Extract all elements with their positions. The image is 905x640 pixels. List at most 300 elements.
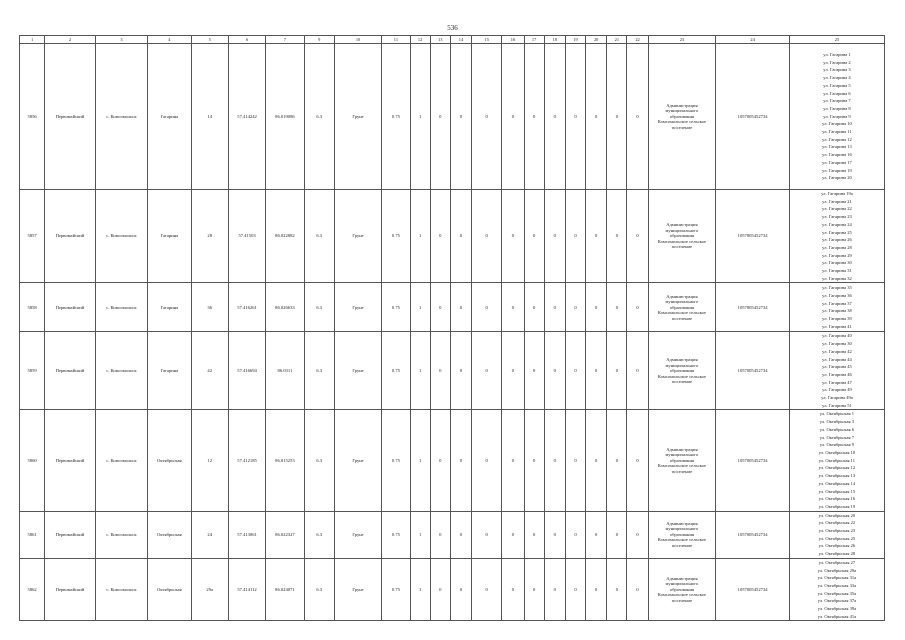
cell-z18: 0	[544, 558, 565, 621]
cell-organization	[648, 410, 716, 511]
cell-street: Гагарина	[148, 283, 191, 332]
cell-z16: 0	[502, 558, 524, 621]
cell-district: Первомайский	[45, 332, 95, 410]
cell-street: Октябрьская	[148, 511, 191, 558]
cell-street: Октябрьская	[148, 558, 191, 621]
cell-z13: 0	[430, 558, 450, 621]
cell-lon: 86.0311	[266, 332, 304, 410]
address-line: ул. Октябрьская 33а	[817, 582, 857, 588]
cell-ogrn: 1057005452734	[716, 511, 790, 558]
cell-z22: 0	[627, 332, 648, 410]
column-header: 11	[382, 36, 410, 44]
address-line: ул. Октябрьская 7	[819, 434, 854, 440]
cell-lon: 86.015253	[266, 410, 304, 511]
cell-surface: Грунт	[334, 190, 381, 283]
organization-line: муниципального	[665, 108, 699, 114]
cell-house: 14	[191, 44, 228, 190]
column-header: 24	[716, 36, 790, 44]
cell-z14: 0	[450, 558, 471, 621]
address-line: ул. Гагарина 2	[823, 59, 851, 65]
organization-line: муниципального	[665, 526, 699, 532]
organization-line: поселение	[671, 597, 693, 603]
organization-line: муниципального	[665, 581, 699, 587]
address-line: ул. Гагарина 20	[822, 175, 852, 181]
cell-area: 6.3	[304, 410, 334, 511]
cell-z18: 0	[544, 283, 565, 332]
address-line: ул. Гагарина 12	[822, 136, 852, 142]
cell-ogrn: 1057005452734	[716, 558, 790, 621]
address-line: ул. Октябрьская 26	[818, 543, 856, 549]
address-line: ул. Гагарина 11	[822, 129, 852, 135]
cell-lat: 57.416694	[228, 332, 265, 410]
cell-z21: 0	[607, 410, 627, 511]
cell-z17: 0	[524, 332, 544, 410]
cell-house: 28	[191, 190, 228, 283]
cell-served-addresses	[789, 332, 884, 410]
cell-house: 36	[191, 283, 228, 332]
column-header: 18	[544, 36, 565, 44]
cell-z22: 0	[627, 44, 648, 190]
address-line: ул. Гагарина 39	[822, 316, 852, 322]
table-row	[20, 283, 885, 332]
address-line: ул. Гагарина 49а	[821, 395, 853, 401]
address-line: ул. Октябрьская 25	[818, 535, 856, 541]
organization-line: образования	[669, 531, 695, 537]
cell-z15: 0	[472, 511, 502, 558]
cell-organization	[648, 283, 716, 332]
address-line: ул. Гагарина 23	[822, 214, 852, 220]
cell-z14: 0	[450, 410, 471, 511]
cell-lon: 86.022882	[266, 190, 304, 283]
cell-area: 6.3	[304, 511, 334, 558]
cell-z18: 0	[544, 44, 565, 190]
address-line: ул. Октябрьская 20	[818, 512, 856, 518]
column-header: 9	[304, 36, 334, 44]
table-row	[20, 190, 885, 283]
address-line: ул. Гагарина 10	[822, 121, 852, 127]
column-header: 16	[502, 36, 524, 44]
cell-lon: 86.024071	[266, 558, 304, 621]
cell-settlement: с. Комсомольск	[95, 511, 147, 558]
cell-z21: 0	[607, 511, 627, 558]
organization-line: поселение	[671, 315, 693, 321]
address-line: ул. Гагарина 29	[822, 252, 852, 258]
organization-line: Комсомольское сельское	[657, 119, 707, 125]
address-line: ул. Октябрьская 14	[818, 480, 856, 486]
address-line: ул. Октябрьская 22	[818, 520, 856, 526]
organization-line: Администрация	[666, 293, 698, 299]
cell-z17: 0	[524, 511, 544, 558]
cell-lat: 57.41503	[228, 190, 265, 283]
cell-vol: 0.75	[382, 332, 410, 410]
cell-z21: 0	[607, 44, 627, 190]
cell-surface: Грунт	[334, 410, 381, 511]
address-line: ул. Октябрьская 39а	[817, 606, 857, 612]
cell-lon: 86.022327	[266, 511, 304, 558]
address-line: ул. Октябрьская 10	[818, 449, 856, 455]
address-line: ул. Гагарина 21	[822, 198, 852, 204]
organization-line: Комсомольское сельское	[657, 537, 707, 543]
address-line: ул. Гагарина 30	[822, 341, 852, 347]
organization-line: муниципального	[665, 299, 699, 305]
cell-lat: 57.412185	[228, 410, 265, 511]
cell-z15: 0	[472, 558, 502, 621]
column-header: 6	[228, 36, 265, 44]
organization-line: Администрация	[666, 520, 698, 526]
cell-organization	[648, 511, 716, 558]
cell-z16: 0	[502, 44, 524, 190]
cell-ogrn: 1057005452734	[716, 44, 790, 190]
address-line: ул. Гагарина 47	[822, 379, 852, 385]
cell-z18: 0	[544, 332, 565, 410]
cell-z22: 0	[627, 190, 648, 283]
address-line: ул. Гагарина 49	[822, 387, 852, 393]
cell-served-addresses	[789, 511, 884, 558]
cell-count: 1	[410, 190, 430, 283]
address-line: ул. Октябрьская 37а	[817, 598, 857, 604]
address-line: ул. Гагарина 25	[822, 229, 852, 235]
cell-no: 5862	[20, 558, 45, 621]
cell-z20: 0	[586, 190, 607, 283]
organization-line: Комсомольское сельское	[657, 463, 707, 469]
column-header: 12	[410, 36, 430, 44]
cell-z13: 0	[430, 190, 450, 283]
cell-district: Первомайский	[45, 511, 95, 558]
cell-no: 5858	[20, 283, 45, 332]
cell-z17: 0	[524, 190, 544, 283]
address-line: ул. Гагарина 31	[822, 268, 852, 274]
cell-count: 1	[410, 558, 430, 621]
table-header	[20, 36, 885, 44]
cell-ogrn: 1057005452734	[716, 283, 790, 332]
cell-z21: 0	[607, 190, 627, 283]
address-line: ул. Гагарина 37	[822, 300, 852, 306]
address-line: ул. Октябрьская 1	[819, 411, 854, 417]
cell-no: 5860	[20, 410, 45, 511]
address-line: ул. Гагарина 7	[823, 98, 851, 104]
cell-lat: 57.413061	[228, 511, 265, 558]
cell-area: 6.3	[304, 332, 334, 410]
address-line: ул. Октябрьская 27	[818, 559, 856, 565]
cell-z19: 0	[565, 410, 585, 511]
cell-district: Первомайский	[45, 190, 95, 283]
column-header: 15	[472, 36, 502, 44]
column-header: 21	[607, 36, 627, 44]
cell-z14: 0	[450, 190, 471, 283]
address-line: ул. Гагарина 22	[822, 206, 852, 212]
address-line: ул. Гагарина 19а	[821, 191, 853, 196]
cell-vol: 0.75	[382, 44, 410, 190]
address-line: ул. Октябрьская 41а	[817, 613, 857, 619]
cell-z14: 0	[450, 511, 471, 558]
cell-area: 6.3	[304, 190, 334, 283]
organization-line: Администрация	[666, 222, 698, 228]
cell-z22: 0	[627, 558, 648, 621]
cell-settlement: с. Комсомольск	[95, 558, 147, 621]
organization-line: образования	[669, 368, 695, 374]
table-row	[20, 410, 885, 511]
cell-surface: Грунт	[334, 283, 381, 332]
cell-organization	[648, 190, 716, 283]
cell-z13: 0	[430, 332, 450, 410]
address-line: ул. Гагарина 24	[822, 221, 852, 227]
column-header: 1	[20, 36, 45, 44]
cell-street: Гагарина	[148, 332, 191, 410]
cell-lat: 57.414112	[228, 558, 265, 621]
cell-district: Первомайский	[45, 283, 95, 332]
cell-no: 5859	[20, 332, 45, 410]
address-line: ул. Гагарина 13	[822, 144, 852, 150]
organization-line: образования	[669, 113, 695, 119]
cell-z17: 0	[524, 44, 544, 190]
cell-z13: 0	[430, 44, 450, 190]
organization-line: Администрация	[666, 102, 698, 108]
organization-line: поселение	[671, 468, 693, 474]
address-line: ул. Гагарина 44	[822, 356, 852, 362]
address-line: ул. Гагарина 30	[822, 260, 852, 266]
address-line: ул. Октябрьская 9	[819, 442, 854, 448]
cell-ogrn: 1057005452734	[716, 190, 790, 283]
organization-line: образования	[669, 457, 695, 463]
table-body	[20, 44, 885, 621]
cell-z20: 0	[586, 283, 607, 332]
cell-z20: 0	[586, 511, 607, 558]
cell-organization	[648, 44, 716, 190]
cell-served-addresses	[789, 44, 884, 190]
cell-served-addresses	[789, 283, 884, 332]
column-header: 13	[430, 36, 450, 44]
cell-settlement: с. Комсомольск	[95, 283, 147, 332]
cell-z15: 0	[472, 44, 502, 190]
cell-z16: 0	[502, 410, 524, 511]
cell-z21: 0	[607, 332, 627, 410]
cell-ogrn: 1057005452734	[716, 410, 790, 511]
cell-count: 1	[410, 511, 430, 558]
cell-count: 1	[410, 44, 430, 190]
column-header: 20	[586, 36, 607, 44]
address-line: ул. Гагарина 9	[823, 113, 851, 119]
header-row	[20, 36, 885, 44]
address-line: ул. Гагарина 4	[823, 75, 851, 81]
address-line: ул. Гагарина 36	[822, 293, 852, 299]
column-header: 22	[627, 36, 648, 44]
cell-house: 12	[191, 410, 228, 511]
organization-line: образования	[669, 233, 695, 239]
address-line: ул. Октябрьская 16	[818, 496, 856, 502]
organization-line: Администрация	[666, 357, 698, 363]
organization-line: муниципального	[665, 227, 699, 233]
address-line: ул. Гагарина 41	[822, 323, 852, 329]
cell-area: 6.3	[304, 558, 334, 621]
cell-z19: 0	[565, 332, 585, 410]
cell-lat: 57.414242	[228, 44, 265, 190]
cell-lon: 86.019086	[266, 44, 304, 190]
column-header: 2	[45, 36, 95, 44]
page-number: 536	[447, 24, 458, 32]
cell-street: Гагарина	[148, 190, 191, 283]
organization-line: муниципального	[665, 362, 699, 368]
cell-surface: Грунт	[334, 332, 381, 410]
cell-z15: 0	[472, 283, 502, 332]
cell-count: 1	[410, 332, 430, 410]
address-line: ул. Гагарина 42	[822, 348, 852, 354]
organization-line: образования	[669, 304, 695, 310]
address-line: ул. Октябрьская 3	[819, 419, 854, 425]
address-line: ул. Октябрьская 29а	[817, 567, 857, 573]
organization-line: Комсомольское сельское	[657, 373, 707, 379]
cell-surface: Грунт	[334, 558, 381, 621]
cell-served-addresses	[789, 410, 884, 511]
cell-organization	[648, 558, 716, 621]
column-header: 25	[789, 36, 884, 44]
address-line: ул. Гагарина 8	[823, 105, 851, 111]
cell-vol: 0.75	[382, 283, 410, 332]
cell-z22: 0	[627, 283, 648, 332]
address-line: ул. Гагарина 16	[822, 152, 852, 158]
cell-z22: 0	[627, 410, 648, 511]
cell-z17: 0	[524, 410, 544, 511]
cell-z14: 0	[450, 332, 471, 410]
cell-surface: Грунт	[334, 511, 381, 558]
address-line: ул. Гагарина 5	[823, 82, 851, 88]
column-header: 5	[191, 36, 228, 44]
organization-line: Администрация	[666, 446, 698, 452]
cell-no: 5857	[20, 190, 45, 283]
cell-z20: 0	[586, 410, 607, 511]
cell-z20: 0	[586, 558, 607, 621]
address-line: ул. Октябрьская 6	[819, 426, 854, 432]
address-line: ул. Гагарина 51	[822, 402, 852, 408]
cell-z18: 0	[544, 410, 565, 511]
cell-lat: 57.416261	[228, 283, 265, 332]
column-header: 7	[266, 36, 304, 44]
register-table	[19, 35, 885, 621]
address-line: ул. Гагарина 26	[822, 237, 852, 243]
address-line: ул. Октябрьская 12	[818, 465, 856, 471]
address-line: ул. Гагарина 3	[823, 67, 851, 73]
cell-z20: 0	[586, 332, 607, 410]
organization-line: образования	[669, 586, 695, 592]
cell-area: 6.3	[304, 283, 334, 332]
organization-line: поселение	[671, 244, 693, 250]
cell-vol: 0.75	[382, 511, 410, 558]
cell-z17: 0	[524, 558, 544, 621]
table-row	[20, 44, 885, 190]
address-line: ул. Гагарина 46	[822, 371, 852, 377]
cell-z15: 0	[472, 410, 502, 511]
address-line: ул. Октябрьская 11	[818, 457, 856, 463]
cell-district: Первомайский	[45, 558, 95, 621]
cell-house: 29а	[191, 558, 228, 621]
cell-area: 6.3	[304, 44, 334, 190]
column-header: 3	[95, 36, 147, 44]
address-line: ул. Октябрьская 35а	[817, 590, 857, 596]
cell-district: Первомайский	[45, 44, 95, 190]
cell-z19: 0	[565, 44, 585, 190]
table-row	[20, 332, 885, 410]
cell-house: 24	[191, 511, 228, 558]
cell-organization	[648, 332, 716, 410]
cell-no: 5861	[20, 511, 45, 558]
cell-z15: 0	[472, 190, 502, 283]
cell-district: Первомайский	[45, 410, 95, 511]
cell-z17: 0	[524, 283, 544, 332]
cell-z19: 0	[565, 511, 585, 558]
cell-served-addresses	[789, 558, 884, 621]
cell-street: Гагарина	[148, 44, 191, 190]
address-line: ул. Гагарина 35	[822, 285, 852, 291]
cell-z18: 0	[544, 511, 565, 558]
table-row	[20, 511, 885, 558]
table-row	[20, 558, 885, 621]
cell-count: 1	[410, 283, 430, 332]
cell-vol: 0.75	[382, 558, 410, 621]
address-line: ул. Октябрьская 19	[818, 503, 856, 509]
address-line: ул. Гагарина 32	[822, 275, 852, 281]
organization-line: поселение	[671, 124, 693, 130]
address-line: ул. Гагарина 17	[822, 159, 852, 165]
organization-line: Комсомольское сельское	[657, 310, 707, 316]
cell-z19: 0	[565, 283, 585, 332]
cell-z21: 0	[607, 558, 627, 621]
address-line: ул. Октябрьская 23	[818, 528, 856, 534]
column-header: 19	[565, 36, 585, 44]
address-line: ул. Гагарина 19	[822, 167, 852, 173]
cell-house: 42	[191, 332, 228, 410]
organization-line: Комсомольское сельское	[657, 238, 707, 244]
cell-z18: 0	[544, 190, 565, 283]
cell-z19: 0	[565, 190, 585, 283]
address-line: ул. Гагарина 6	[823, 90, 851, 96]
cell-z14: 0	[450, 44, 471, 190]
cell-street: Октябрьская	[148, 410, 191, 511]
address-line: ул. Гагарина 38	[822, 308, 852, 314]
cell-lon: 86.026633	[266, 283, 304, 332]
cell-z19: 0	[565, 558, 585, 621]
address-line: ул. Октябрьская 15	[818, 488, 856, 494]
cell-z13: 0	[430, 410, 450, 511]
cell-z13: 0	[430, 511, 450, 558]
address-line: ул. Октябрьская 13	[818, 473, 856, 479]
column-header: 4	[148, 36, 191, 44]
cell-served-addresses	[789, 190, 884, 283]
cell-no: 5856	[20, 44, 45, 190]
cell-settlement: с. Комсомольск	[95, 332, 147, 410]
address-line: ул. Октябрьская 31а	[817, 575, 857, 581]
organization-line: муниципального	[665, 452, 699, 458]
cell-surface: Грунт	[334, 44, 381, 190]
column-header: 10	[334, 36, 381, 44]
cell-settlement: с. Комсомольск	[95, 410, 147, 511]
address-line: ул. Октябрьская 28	[818, 551, 856, 557]
cell-count: 1	[410, 410, 430, 511]
cell-z13: 0	[430, 283, 450, 332]
column-header: 23	[648, 36, 716, 44]
cell-z22: 0	[627, 511, 648, 558]
cell-vol: 0.75	[382, 190, 410, 283]
column-header: 17	[524, 36, 544, 44]
organization-line: поселение	[671, 379, 693, 385]
address-line: ул. Гагарина 1	[823, 52, 851, 58]
cell-z16: 0	[502, 283, 524, 332]
organization-line: Администрация	[666, 575, 698, 581]
organization-line: Комсомольское сельское	[657, 592, 707, 598]
cell-settlement: с. Комсомольск	[95, 190, 147, 283]
cell-ogrn: 1057005452734	[716, 332, 790, 410]
cell-z16: 0	[502, 511, 524, 558]
cell-z14: 0	[450, 283, 471, 332]
column-header: 14	[450, 36, 471, 44]
